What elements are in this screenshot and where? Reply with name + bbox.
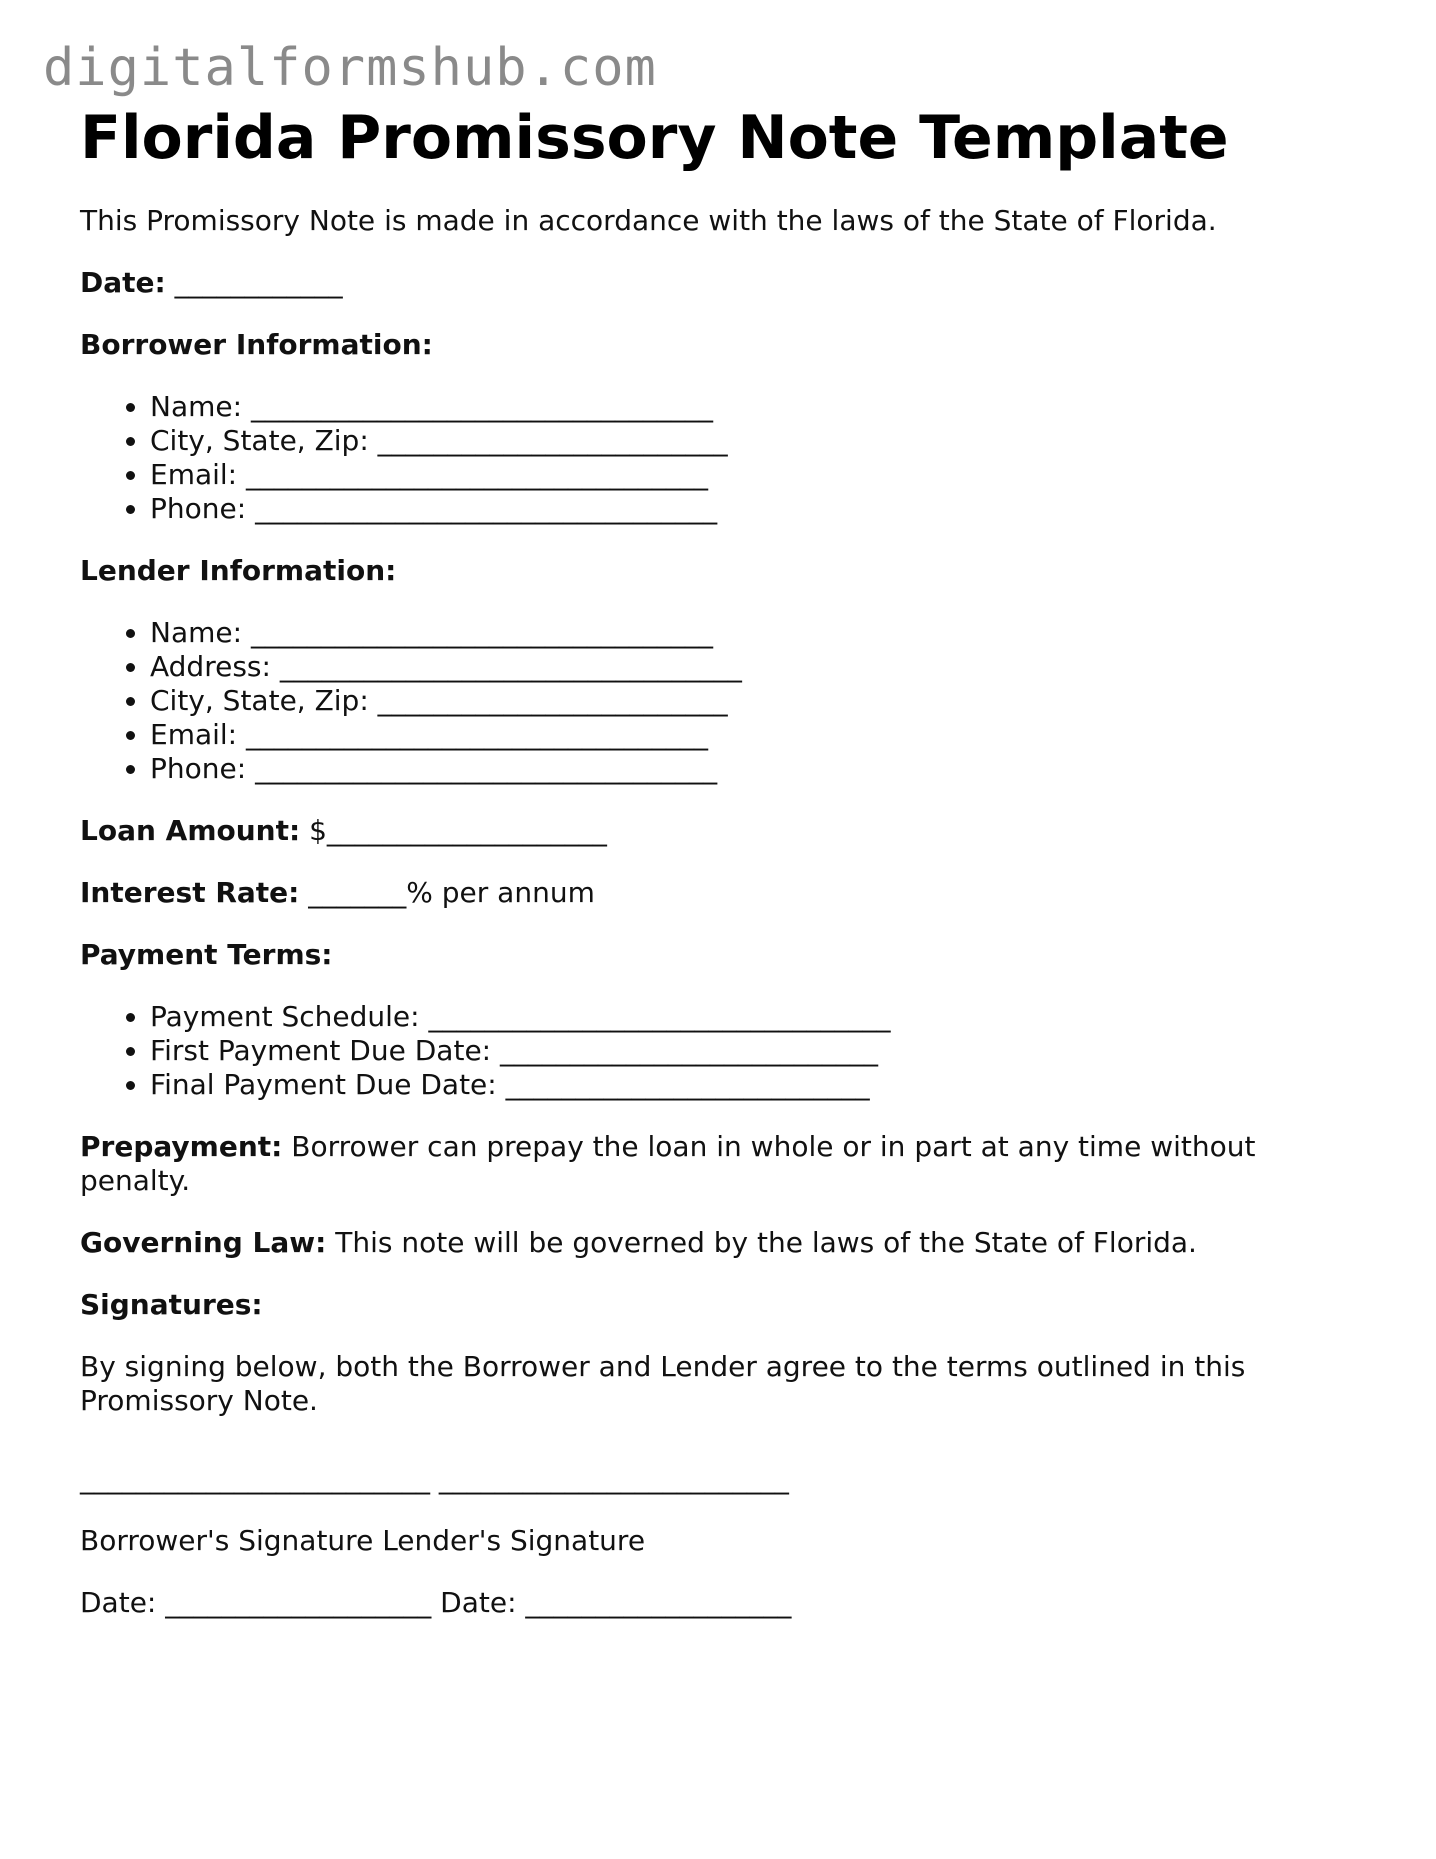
lender-address-field[interactable]: • Address: _________________________________ <box>150 650 1370 684</box>
first-payment-date-field[interactable]: • First Payment Due Date: ___________________________ <box>150 1034 1370 1068</box>
document-body <box>80 98 1370 1620</box>
signatures-heading: Signatures: <box>80 1288 263 1321</box>
interest-rate-blank[interactable]: _______% per annum <box>308 876 595 909</box>
payment-schedule-field[interactable]: • Payment Schedule: _________________________________ <box>150 1000 1370 1034</box>
prepayment-clause <box>80 1130 1370 1198</box>
governing-law-text: This note will be governed by the laws of the State of Florida. <box>335 1226 1197 1259</box>
lender-phone-field[interactable]: • Phone: _________________________________ <box>150 752 1370 786</box>
signature-lines[interactable]: _________________________ _________________________ <box>80 1462 789 1495</box>
borrower-heading: Borrower Information: <box>80 328 433 361</box>
lender-name-field[interactable]: • Name: _________________________________ <box>150 616 1370 650</box>
borrower-name-field[interactable]: • Name: _________________________________ <box>150 390 1370 424</box>
lender-heading: Lender Information: <box>80 554 397 587</box>
watermark-logo: digitalformshub.com <box>43 38 657 98</box>
governing-law-clause <box>80 1226 1370 1260</box>
lender-fields <box>80 616 1370 786</box>
signature-labels: Borrower's Signature Lender's Signature <box>80 1524 646 1557</box>
lender-city-state-zip-field[interactable]: • City, State, Zip: _________________________ <box>150 684 1370 718</box>
borrower-fields <box>80 390 1370 526</box>
loan-amount-label: Loan Amount: <box>80 814 301 847</box>
lender-email-field[interactable]: • Email: _________________________________ <box>150 718 1370 752</box>
signature-date-fields[interactable]: Date: ___________________ Date: ___________________ <box>80 1586 792 1619</box>
date-label: Date: <box>80 266 166 299</box>
signatures-text: By signing below, both the Borrower and Lender agree to the terms outlined in this Promissory Note. <box>80 1350 1246 1417</box>
governing-law-label: Governing Law: <box>80 1226 327 1259</box>
prepayment-label: Prepayment: <box>80 1130 283 1163</box>
date-blank[interactable]: ____________ <box>174 266 343 299</box>
interest-rate-label: Interest Rate: <box>80 876 300 909</box>
loan-amount-blank[interactable]: $____________________ <box>309 814 607 847</box>
payment-terms-heading: Payment Terms: <box>80 938 333 971</box>
prepayment-text: Borrower can prepay the loan in whole or in part at any time without penalty. <box>80 1130 1256 1197</box>
borrower-phone-field[interactable]: • Phone: _________________________________ <box>150 492 1370 526</box>
intro-text: This Promissory Note is made in accordance with the laws of the State of Florida. <box>80 204 1217 237</box>
borrower-city-state-zip-field[interactable]: • City, State, Zip: _________________________ <box>150 424 1370 458</box>
borrower-email-field[interactable]: • Email: _________________________________ <box>150 458 1370 492</box>
loan-amount-field[interactable] <box>80 814 1370 848</box>
final-payment-date-field[interactable]: • Final Payment Due Date: __________________________ <box>150 1068 1370 1102</box>
page-title: Florida Promissory Note Template <box>80 103 1229 173</box>
payment-terms-fields <box>80 1000 1370 1102</box>
date-field[interactable] <box>80 266 1370 300</box>
interest-rate-field[interactable] <box>80 876 1370 910</box>
